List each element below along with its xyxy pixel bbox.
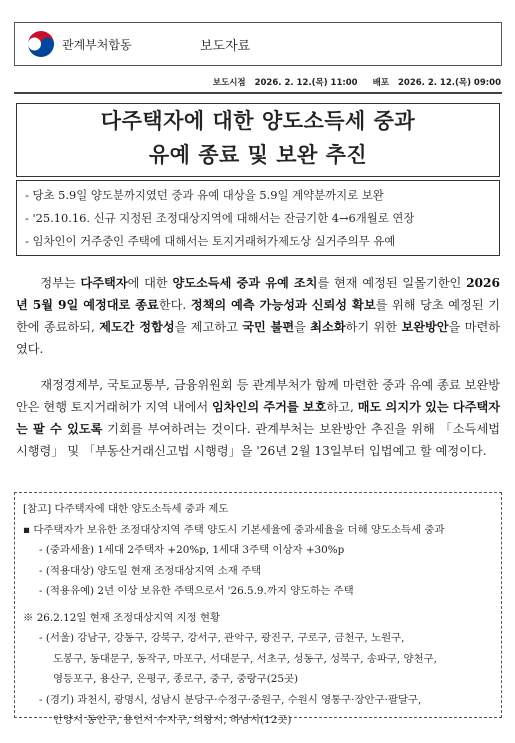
gyeonggi-region-list bbox=[23, 690, 493, 731]
embargo-value: 2026. 2. 12.(목) 11:00 bbox=[254, 78, 358, 88]
region-line: 안양시 동안구, 용인시 수지구, 의왕시, 하남시(12곳) bbox=[53, 714, 292, 726]
title-line-2: 유예 종료 및 보완 추진 bbox=[148, 143, 368, 167]
reference-title: [참고] 다주택자에 대한 양도소득세 중과 제도 bbox=[23, 503, 229, 515]
emphasis: 임차인의 주거를 보호 bbox=[212, 400, 327, 414]
divider bbox=[14, 92, 502, 94]
text: 를 위해 당초 예정된 기한에 종료하되, bbox=[16, 298, 500, 334]
distribution-label: 배포 bbox=[372, 78, 390, 88]
reference-sub-item: - (적용유예) 2년 이상 보유한 주택으로서 '26.5.9.까지 양도하는 주택 bbox=[39, 585, 354, 597]
emphasis: 보완방안 bbox=[401, 320, 449, 334]
title-line-1: 다주택자에 대한 양도소득세 중과 bbox=[100, 109, 416, 133]
region-line: - (경기) 과천시, 광명시, 성남시 분당구·수정구·중원구, 수원시 영통구·장안구·팔달구, bbox=[39, 693, 422, 706]
text: 을 bbox=[294, 320, 311, 334]
region-line: 도봉구, 동대문구, 동작구, 마포구, 서대문구, 서초구, 성동구, 성북구, 송파구, 양천구, bbox=[53, 652, 437, 665]
emphasis: 최소화 bbox=[310, 320, 346, 334]
region-line: 영등포구, 용산구, 은평구, 종로구, 중구, 중랑구(25곳) bbox=[53, 673, 299, 685]
reference-box bbox=[14, 492, 502, 726]
emphasis: 양도소득세 중과 유예 조치 bbox=[172, 276, 318, 290]
summary-box bbox=[16, 180, 500, 256]
taegeuk-emblem-icon bbox=[27, 30, 55, 58]
embargo-label: 보도시점 bbox=[212, 78, 246, 88]
text: 하고, bbox=[326, 400, 358, 414]
document-type: 보도자료 bbox=[200, 38, 251, 54]
emphasis: 다주택자 bbox=[80, 276, 128, 290]
reference-note-title: ※ 26.2.12일 현재 조정대상지역 지정 현황 bbox=[23, 611, 221, 624]
header-box bbox=[14, 22, 502, 66]
text: 을 제고하고 bbox=[174, 320, 243, 334]
text: 을 마련하였다. bbox=[16, 320, 501, 356]
title-box bbox=[16, 103, 500, 177]
emphasis: 매도 의지가 있는 다주택자는 팔 수 있도록 bbox=[16, 400, 501, 436]
department-name: 관계부처합동 bbox=[62, 37, 132, 52]
text: 정부는 bbox=[40, 276, 81, 290]
distribution-value: 2026. 2. 12.(목) 09:00 bbox=[397, 78, 501, 88]
text: 재정경제부, 국토교통부, 금융위원회 등 관계부처가 함께 마련한 중과 유예 종료 보완방안은 현행 토지거래허가 지역 내에서 bbox=[16, 378, 500, 414]
summary-item: - 당초 5.9일 양도분까지였던 중과 유예 대상을 5.9일 계약분까지로 보완 bbox=[25, 188, 384, 202]
text: 하기 위한 bbox=[345, 320, 402, 334]
text: 한다. bbox=[158, 298, 191, 312]
seoul-region-list bbox=[23, 628, 493, 690]
text: 를 현재 예정된 일몰기한인 bbox=[317, 276, 467, 290]
emphasis: 정책의 예측 가능성과 신뢰성 확보 bbox=[190, 298, 376, 312]
region-line: - (서울) 강남구, 강동구, 강북구, 강서구, 관악구, 광진구, 구로구, 금천구, 노원구, bbox=[39, 632, 405, 644]
reference-sub-item: - (중과세율) 1세대 2주택자 +20%p, 1세대 3주택 이상자 +30%p bbox=[39, 544, 345, 556]
text: 기회를 부여하려는 것이다. 관계부처는 보완방안 추진을 위해 「소득세법 시행령」 및 「부동산거래신고법 시행령」을 '26년 2월 13일부터 입법예고 할 예정이다. bbox=[16, 422, 500, 458]
release-dates bbox=[213, 76, 501, 88]
text: 에 대한 bbox=[127, 276, 173, 290]
summary-item: - '25.10.16. 신규 지정된 조정대상지역에 대해서는 잔금기한 4→6개월로 연장 bbox=[25, 211, 415, 225]
emphasis: 2026년 5월 9일 예정대로 종료 bbox=[16, 276, 500, 312]
body-paragraph-2 bbox=[16, 374, 500, 462]
emphasis: 국민 불편 bbox=[242, 320, 295, 334]
summary-item: - 임차인이 거주중인 주택에 대해서는 토지거래허가제도상 실거주의무 유예 bbox=[25, 234, 396, 248]
body-paragraph-1 bbox=[16, 272, 500, 360]
reference-sub-item: - (적용대상) 양도일 현재 조정대상지역 소재 주택 bbox=[39, 564, 262, 577]
emphasis: 제도간 정합성 bbox=[99, 320, 175, 334]
reference-main-item: ▪ 다주택자가 보유한 조정대상지역 주택 양도시 기본세율에 중과세율을 더해 양도소득세 중과 bbox=[23, 523, 445, 536]
